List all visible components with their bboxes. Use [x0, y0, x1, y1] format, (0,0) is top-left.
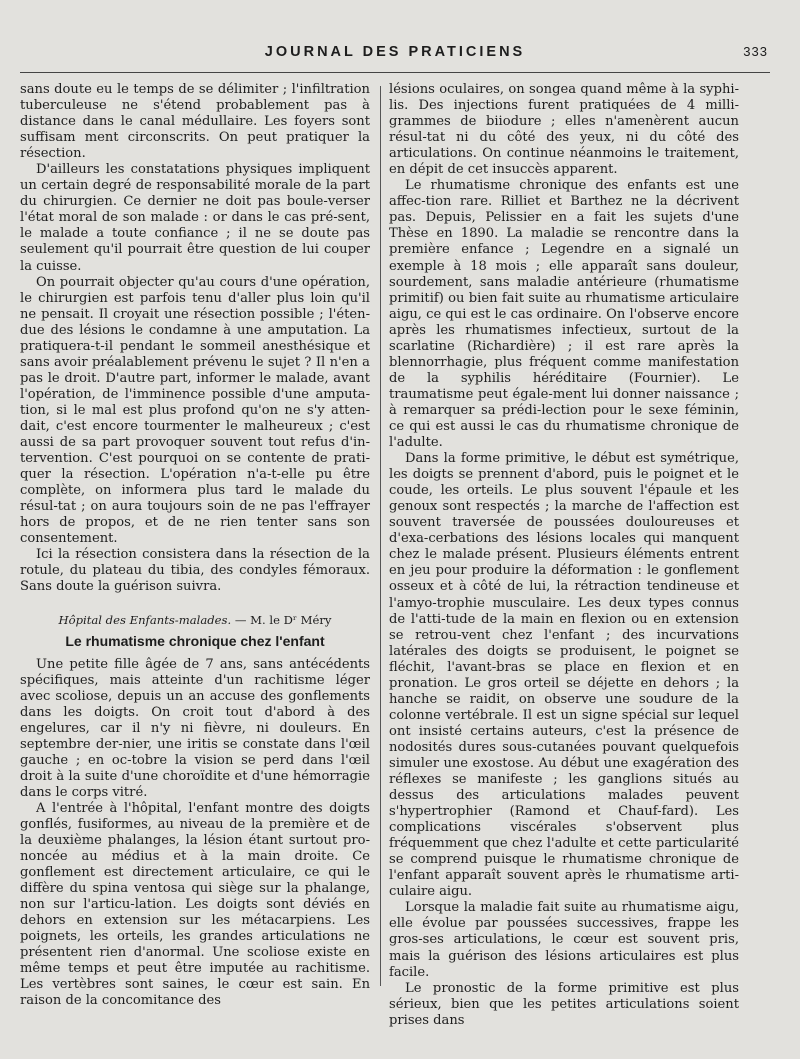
- left-column: [20, 82, 370, 1010]
- article-byline: [20, 613, 370, 627]
- paragraph: sans doute eu le temps de se délimiter ; l'infiltration tuberculeuse ne s'étend probablement pas à distance dans le canal médullaire. Les foyers sont suffisam ment circonscrits. On peut pratiquer la résection.: [20, 82, 370, 162]
- byline-separator: —: [231, 612, 251, 627]
- page-header: [20, 40, 770, 73]
- paragraph: Une petite fille âgée de 7 ans, sans antécédents spécifiques, mais atteinte d'un rachitisme léger avec scoliose, depuis un an accuse des gonflements dans les doigts. On croit tout d'abord à des engelures, car il n'y ni fièvre, ni douleurs. En septembre der-nier, une iritis se constate dans l'œil gauche ; en oc-tobre la vision se perd dans l'œil droit à la suite d'une choroïdite et d'une hémorragie dans le corps vitré.: [20, 656, 370, 800]
- paragraph: Ici la résection consistera dans la résection de la rotule, du plateau du tibia, des condyles fémoraux. Sans doute la guérison suivra.: [20, 547, 370, 595]
- byline-institution: Hôpital des Enfants-malades.: [58, 612, 232, 627]
- page-number: 333: [743, 44, 768, 59]
- paragraph: lésions oculaires, on songea quand même à la syphi-lis. Des injections furent pratiquées de 4 milli-grammes de biiodure ; elles n'amenèrent aucun résul-tat ni du côté des yeux, ni du côté des articulations. On continue néanmoins le traitement, en dépit de cet insuccès apparent.: [389, 82, 739, 178]
- paragraph: Lorsque la maladie fait suite au rhumatisme aigu, elle évolue par poussées successives, frappe les gros-ses articulations, le cœur est souvent pris, mais la guérison des lésions articulaires est plus facile.: [389, 900, 739, 980]
- paragraph: Le pronostic de la forme primitive est plus sérieux, bien que les petites articulations soient prises dans: [389, 980, 739, 1028]
- article-title: Le rhumatisme chronique chez l'enfant: [65, 632, 325, 649]
- running-head: JOURNAL DES PRATICIENS: [264, 44, 526, 60]
- paragraph: A l'entrée à l'hôpital, l'enfant montre des doigts gonflés, fusiformes, au niveau de la première et de la deuxième phalanges, la lésion étant surtout pro-noncée au médius et à la main droite. Ce gonflement est directement articulaire, ce qui le diffère du spina ventosa qui siège sur la phalange, non sur l'articu-lation. Les doigts sont déviés en dehors en extension sur les métacarpiens. Les poignets, les orteils, les grandes articulations ne présentent rien d'anormal. Une scoliose existe en même temps et peut être imputée au rachitisme. Les vertèbres sont saines, le cœur est sain. En raison de la concomitance des: [20, 800, 370, 1009]
- paragraph: Dans la forme primitive, le début est symétrique, les doigts se prennent d'abord, puis le poignet et le coude, les orteils. Le plus souvent l'épaule et les genoux sont respectés ; la marche de l'affection est souvent traversée de poussées douloureuses et d'exa-cerbations des lésions locales qui manquent chez le malade présent. Plusieurs éléments entrent en jeu pour produire la déformation : le gonflement osseux et à côté de lui, la rétraction tendineuse et l'amyo-trophie musculaire. Les deux types connus de l'atti-tude de la main en flexion ou en extension se retrou-vent chez l'enfant ; des incurvations latérales des doigts se produisent, le poignet se fléchit, l'avant-bras se place en flexion et en pronation. Le gros orteil se déjette en dehors ; la hanche se raidit, on observe une soudure de la colonne vertébrale. Il est un signe spécial sur lequel ont insisté certains auteurs, c'est la présence de nodosités dures sous-cutanées pouvant quelquefois simuler une exostose. Au début une exagération des réflexes se manifeste ; les ganglions situés au dessus des articulations malades peuvent s'hypertrophier (Ramond et Chauf-fard). Les complications viscérales s'observent plus fréquemment que chez l'adulte et cette particularité se comprend puisque le rhumatisme chronique de l'enfant apparaît souvent après le rhumatisme arti-culaire aigu.: [389, 451, 739, 900]
- paragraph: On pourrait objecter qu'au cours d'une opération, le chirurgien est parfois tenu d'aller plus loin qu'il ne pensait. Il croyait une résection possible ; l'éten-due des lésions le condamne à une amputation. La pratiquera-t-il pendant le sommeil anesthésique et sans avoir préalablement prévenu le sujet ? Il n'en a pas le droit. D'autre part, informer le malade, avant l'opération, de l'imminence possible d'une amputa-tion, si le mal est plus profond qu'on ne s'y atten-dait, c'est encore tourmenter le malheureux ; c'est aussi de sa part provoquer souvent tout refus d'in-tervention. C'est pourquoi on se contente de prati-quer la résection. L'opération n'a-t-elle pu être complète, on informera plus tard le malade du résul-tat ; on aura toujours soin de ne pas l'effrayer hors de propos, et de ne rien tenter sans son consentement.: [20, 274, 370, 547]
- paragraph: Le rhumatisme chronique des enfants est une affec-tion rare. Rilliet et Barthez ne la décrivent pas. Depuis, Pelissier en a fait les sujets d'une Thèse en 1890. La maladie se rencontre dans la première enfance ; Legendre en a signalé un exemple à 18 mois ; elle apparaît sans douleur, sourdement, sans maladie antérieure (rhumatisme primitif) ou bien fait suite au rhumatisme articulaire aigu, ce qui est le cas ordinaire. On l'observe encore après les rhumatismes infectieux, surtout de la scarlatine (Richardière) ; il est rare après la blennorrhagie, plus fréquent comme manifestation de la syphilis héréditaire (Fournier). Le traumatisme peut égale-ment lui donner naissance ; à remarquer sa prédi-lection pour le sexe féminin, ce qui est aussi le cas du rhumatisme chronique de l'adulte.: [389, 178, 739, 451]
- paragraph: D'ailleurs les constatations physiques impliquent un certain degré de responsabilité morale de la part du chirurgien. Ce dernier ne doit pas boule-verser l'état moral de son malade : or dans le cas pré-sent, le malade a toute confiance ; il ne se doute pas seulement qu'il pourrait être question de lui couper la cuisse.: [20, 162, 370, 274]
- right-column: [389, 82, 739, 1029]
- byline-author: M. le Dʳ Méry: [250, 612, 332, 627]
- column-divider: [380, 86, 381, 986]
